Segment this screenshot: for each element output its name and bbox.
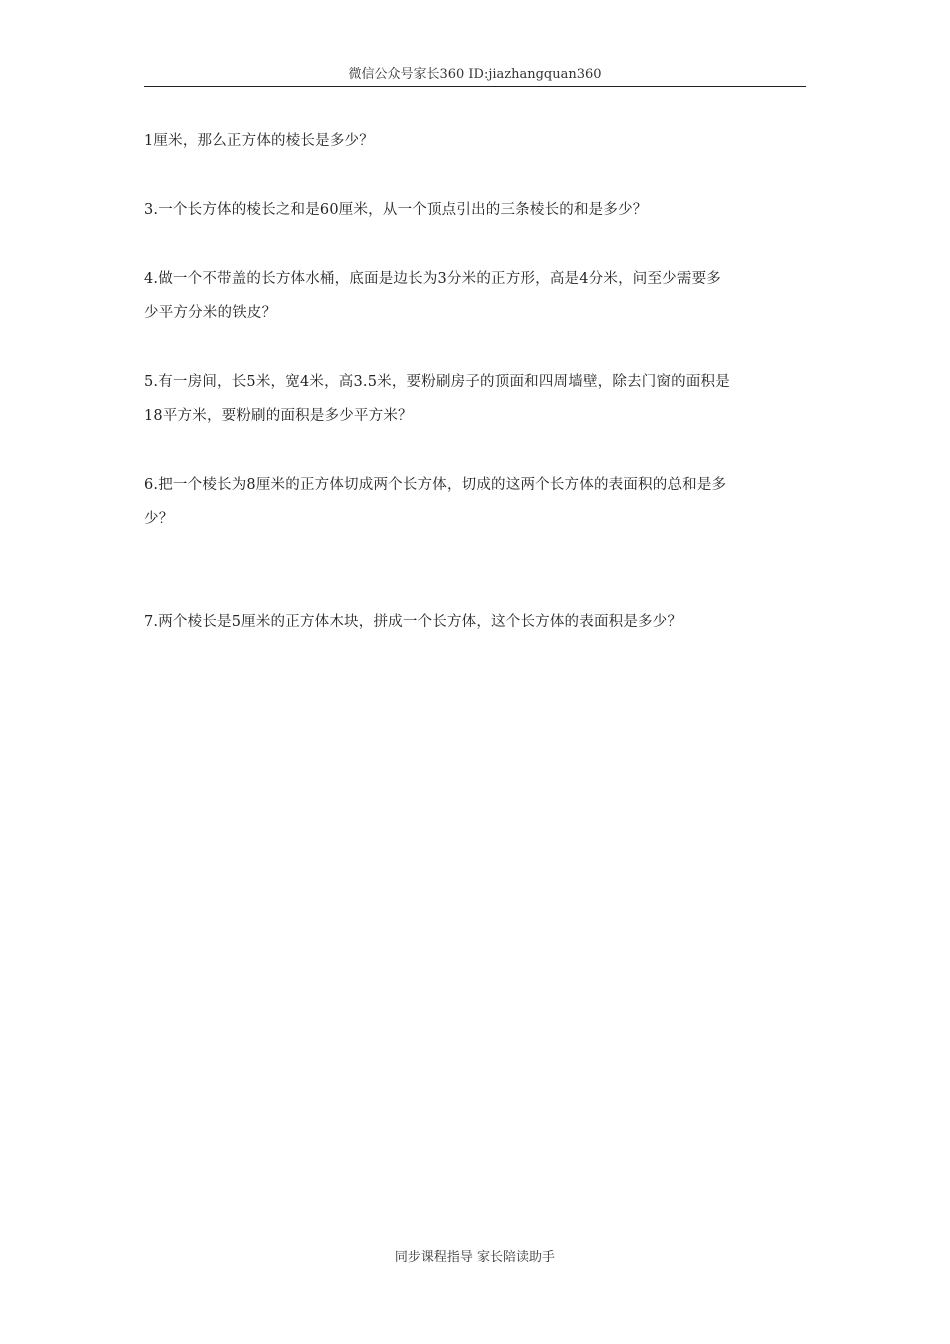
question-6: [144, 468, 808, 536]
question-7: [144, 605, 808, 639]
question-cont-line-1: 1厘米，那么正方体的棱长是多少？: [144, 133, 374, 149]
page-header: [144, 64, 806, 87]
question-7-line-1: 7.两个棱长是5厘米的正方体木块，拼成一个长方体，这个长方体的表面积是多少？: [144, 614, 683, 630]
header-text: 微信公众号家长360 ID:jiazhangquan360: [348, 67, 602, 82]
question-4-line-2: 少平方分米的铁皮？: [144, 305, 277, 321]
document-body: [144, 124, 808, 639]
question-3: [144, 193, 808, 227]
page-footer: [0, 1248, 950, 1268]
question-6-line-1: 6.把一个棱长为8厘米的正方体切成两个长方体，切成的这两个长方体的表面积的总和是多: [144, 477, 727, 493]
question-6-line-2: 少？: [144, 511, 174, 527]
question-5-line-1: 5.有一房间，长5米，宽4米，高3.5米，要粉刷房子的顶面和四周墙壁，除去门窗的面积是: [144, 374, 730, 390]
question-3-line-1: 3.一个长方体的棱长之和是60厘米，从一个顶点引出的三条棱长的和是多少？: [144, 202, 648, 218]
question-5: [144, 365, 808, 433]
question-cont: [144, 124, 808, 158]
question-5-line-2: 18平方米，要粉刷的面积是多少平方米？: [144, 408, 413, 424]
question-4-line-1: 4.做一个不带盖的长方体水桶，底面是边长为3分米的正方形，高是4分米，问至少需要多: [144, 271, 721, 287]
question-4: [144, 262, 808, 330]
footer-text: 同步课程指导 家长陪读助手: [394, 1250, 556, 1265]
